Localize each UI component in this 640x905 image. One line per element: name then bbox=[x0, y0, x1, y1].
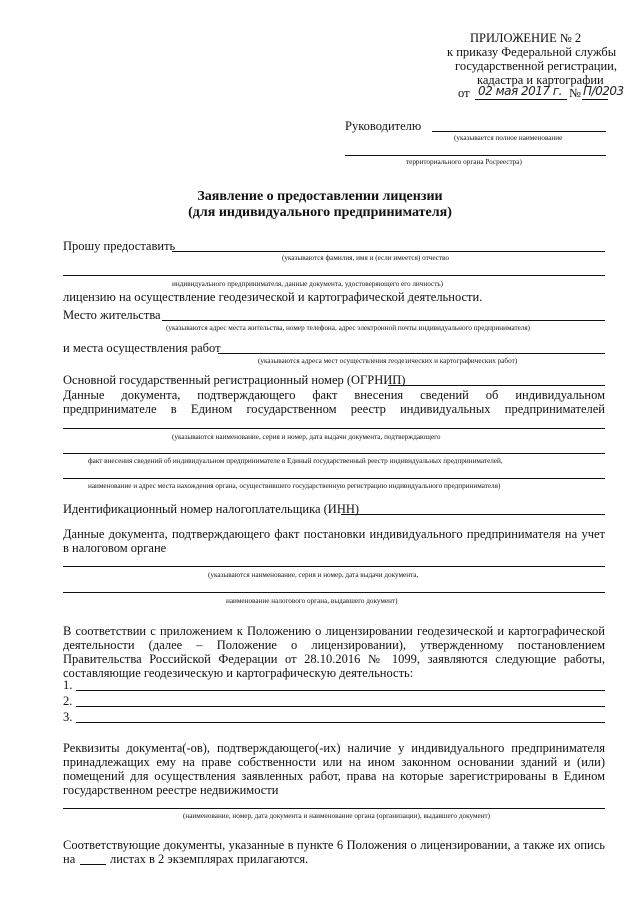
property-line[interactable] bbox=[63, 808, 605, 809]
works-item-3-number: 3. bbox=[63, 710, 73, 724]
property-hint: (наименование, номер, дата документа и наименование органа (организации), выдавшего документ) bbox=[183, 812, 491, 820]
tax-hint-2: наименование налогового органа, выдавшего документ) bbox=[226, 597, 398, 605]
addressee-line-1[interactable] bbox=[432, 131, 606, 132]
ogrnip-line[interactable] bbox=[388, 385, 605, 386]
request-line-2[interactable] bbox=[63, 275, 605, 276]
tax-line-1[interactable] bbox=[63, 566, 605, 567]
appendix-number-handwritten: П/0203 bbox=[583, 84, 624, 98]
egrip-hint-2: факт внесения сведений об индивидуальном предпринимателе в Единый государственный реестр индивидуальных предпринимателей, bbox=[88, 457, 503, 465]
appendix-title: ПРИЛОЖЕНИЕ № 2 bbox=[470, 31, 582, 45]
work-places-label: и места осуществления работ bbox=[63, 341, 221, 355]
residence-label: Место жительства bbox=[63, 308, 161, 322]
docs-text-line-1: Соответствующие документы, указанные в пункте 6 Положения о лицензировании, а также их опись bbox=[63, 838, 605, 852]
appendix-line-3: кадастра и картографии bbox=[477, 73, 604, 87]
tax-text-line-2: в налоговом органе bbox=[63, 541, 167, 555]
appendix-date-handwritten: 02 мая 2017 г. bbox=[478, 84, 562, 98]
sheets-count-line[interactable] bbox=[80, 864, 106, 865]
works-item-2-line[interactable] bbox=[76, 706, 605, 707]
residence-hint: (указываются адрес места жительства, номер телефона, адрес электронной почты индивидуального предпринимателя) bbox=[166, 324, 531, 332]
works-item-3-line[interactable] bbox=[76, 722, 605, 723]
tax-hint-1: (указываются наименование, серия и номер, дата выдачи документа, bbox=[208, 571, 419, 579]
appendix-number-sign: № bbox=[569, 86, 581, 100]
document-title-line-1: Заявление о предоставлении лицензии bbox=[197, 189, 443, 204]
work-places-hint: (указываются адреса мест осуществления геодезических и картографических работ) bbox=[258, 357, 518, 365]
license-text: лицензию на осуществление геодезической и картографической деятельности. bbox=[63, 290, 483, 304]
works-item-1-line[interactable] bbox=[76, 690, 605, 691]
appendix-line-1: к приказу Федеральной службы bbox=[447, 45, 617, 59]
egrip-text-line-2: предпринимателе в Едином государственном реестр индивидуальных предпринимателей bbox=[63, 402, 605, 416]
appendix-line-2: государственной регистрации, bbox=[455, 59, 617, 73]
egrip-hint-3: наименование и адрес места нахождения органа, осуществившего государственную регистрацию индивидуального предпринимателя) bbox=[88, 482, 501, 490]
addressee-line-2[interactable] bbox=[345, 155, 606, 156]
residence-line[interactable] bbox=[162, 320, 605, 321]
request-line-1[interactable] bbox=[172, 251, 605, 252]
document-title-line-2: (для индивидуального предпринимателя) bbox=[188, 205, 452, 220]
ogrnip-label: Основной государственный регистрационный номер (ОГРНИП) bbox=[63, 373, 406, 387]
tax-line-2[interactable] bbox=[63, 592, 605, 593]
egrip-text-line-1: Данные документа, подтверждающего факт внесения сведений об индивидуальном bbox=[63, 388, 605, 402]
addressee-hint-1: (указывается полное наименование bbox=[454, 134, 563, 142]
request-hint-1: (указываются фамилия, имя и (если имеется) отчество bbox=[282, 254, 449, 262]
egrip-line-1[interactable] bbox=[63, 428, 605, 429]
docs-suffix: листах в 2 экземплярах прилагаются. bbox=[110, 852, 309, 866]
works-item-2-number: 2. bbox=[63, 694, 73, 708]
docs-prefix: на bbox=[63, 852, 76, 866]
tax-text-line-1: Данные документа, подтверждающего факт постановки индивидуального предпринимателя на учет bbox=[63, 527, 605, 541]
request-label: Прошу предоставить bbox=[63, 239, 176, 253]
inn-label: Идентификационный номер налогоплательщика (ИНН) bbox=[63, 502, 360, 516]
appendix-date-prefix: от bbox=[458, 86, 470, 100]
property-paragraph: Реквизиты документа(-ов), подтверждающего(-их) наличие у индивидуального предпринимателя принадлежащих ему на праве собственности или на ином законном основании зданий и (или) помещений для осуществления заявленных работ, права на которые зарегистрированы в Едином государственном реестре недвижимости bbox=[63, 741, 605, 797]
works-item-1-number: 1. bbox=[63, 678, 73, 692]
work-places-line[interactable] bbox=[218, 353, 605, 354]
egrip-line-2[interactable] bbox=[63, 453, 605, 454]
addressee-label: Руководителю bbox=[345, 119, 422, 133]
egrip-hint-1: (указываются наименование, серия и номер, дата выдачи документа, подтверждающего bbox=[172, 433, 441, 441]
egrip-line-3[interactable] bbox=[63, 478, 605, 479]
works-paragraph: В соответствии с приложением к Положению о лицензировании геодезической и картографической деятельности (далее – Положение о лицензировании), утвержденному постановлением Правительства Российской Федерации от 28.10.2016 № 1099, заявляются следующие работы, составляющие геодезическую и картографическую деятельность: bbox=[63, 624, 605, 680]
request-hint-2: индивидуального предпринимателя, данные документа, удостоверяющего его личность) bbox=[172, 280, 444, 288]
inn-line[interactable] bbox=[341, 514, 605, 515]
addressee-hint-2: территориального органа Росреестра) bbox=[406, 158, 522, 166]
